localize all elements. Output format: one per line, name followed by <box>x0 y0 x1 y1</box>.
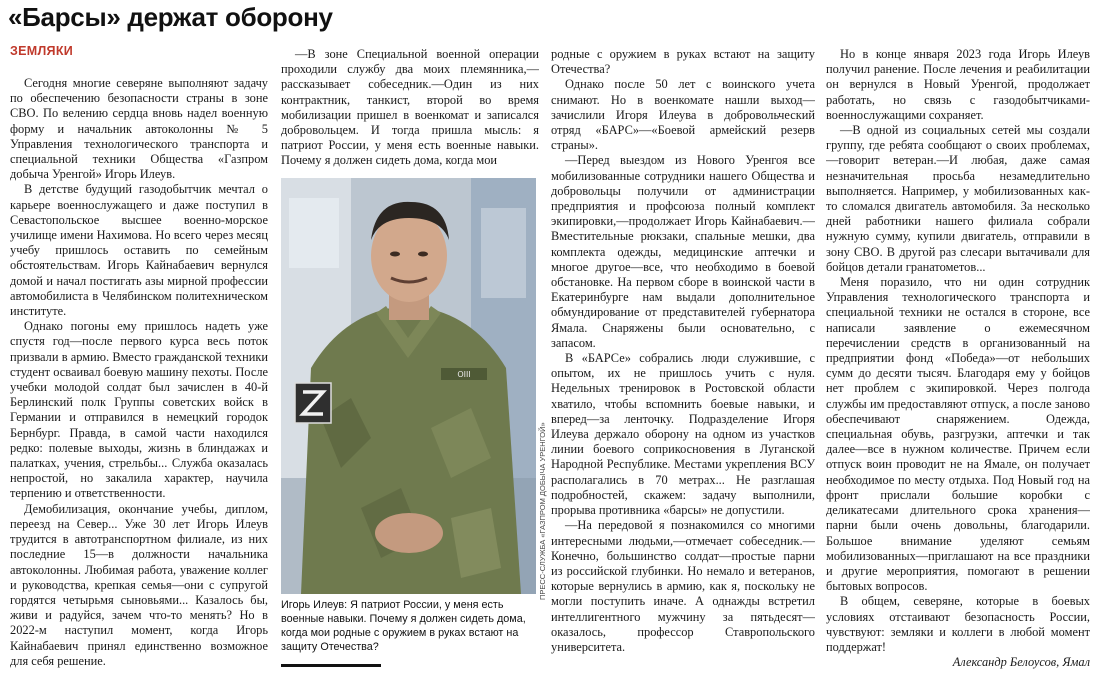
paragraph: В «БАРСе» собрались люди служившие, с опытом, их не пришлось учить с нуля. Недельных тренировок в Ростовской области хватило, чтобы вспомнить боевые навыки, и вперед—за ленточку. Подразделение Игоря Илеува держало оборону на одном из участков линии боевого соприкосновения в Луганской Народной Республике. Местами укрепления ВСУ располагались в 70 метрах... Не разглашая подробностей, скажем: задачу выполнили, прорыва противника «барсы» не допустили. <box>551 351 815 518</box>
article-column-4 <box>826 47 1090 672</box>
article-column-2 <box>281 47 539 173</box>
portrait-photo <box>281 178 536 594</box>
paragraph: Однако после 50 лет с воинского учета снимают. Но в военкомате нашли выход—зачислили Игоря Илеува в добровольческий отряд «БАРС»—«Боевой армейский резерв страны». <box>551 77 815 153</box>
photo-credit: ПРЕСС-СЛУЖБА «ГАЗПРОМ ДОБЫЧА УРЕНГОЙ» <box>538 422 547 600</box>
paragraph: В детстве будущий газодобытчик мечтал о карьере военнослужащего и даже поступил в Севастопольское высшее военно-морское училище имени Нахимова. Но всего через месяц учебу пришлось оставить по семейным обстоятельствам. Игорь Кайнабаевич вернулся домой и начал постигать азы мирной профессии автомобилиста в Челябинском политехническом институте. <box>10 182 268 319</box>
paragraph: —В зоне Специальной военной операции проходили службу два моих племянника,— рассказывает собеседник.—Один из них контрактник, танкист, второй во время мобилизации пришел в военкомат и записался добровольцем. И тогда пришла мысль: я патриот России, у меня есть военные навыки. Почему я должен сидеть дома, когда мои <box>281 47 539 168</box>
page-title: «Барсы» держат оборону <box>8 2 333 32</box>
paragraph: родные с оружием в руках встают на защиту Отечества? <box>551 47 815 77</box>
paragraph: Демобилизация, окончание учебы, диплом, переезд на Север... Уже 30 лет Игорь Илеув трудится в автотранспортном филиале, из них последние 15—в должности начальника автоколонны. Любимая работа, уважение коллег и руководства, крепкая семья—они с супругой гордятся четырьмя сыновьями... Казалось бы, живи и радуйся, зачем что-то менять? Но в 2022-м наступил момент, когда Игорь Кайнабаевич принял единственно возможное для себя решение. <box>10 501 268 668</box>
photo-caption: Игорь Илеув: Я патриот России, у меня есть военные навыки. Почему я должен сидеть дома, когда мои родные с оружием в руках встают на защиту Отечества? <box>281 599 526 653</box>
section-rubric: ЗЕМЛЯКИ <box>10 44 74 58</box>
caption-divider <box>281 664 381 667</box>
paragraph: Сегодня многие северяне выполняют задачу по обеспечению безопасности страны в зоне СВО. По велению сердца вновь надел военную форму и начальник автоколонны № 5 Управления технологического транспорта и специальной техники Общества «Газпром добыча Уренгой» Игорь Илеув. <box>10 76 268 182</box>
article-column-1 <box>10 76 268 672</box>
paragraph: Но в конце января 2023 года Игорь Илеув получил ранение. После лечения и реабилитации он вернулся в Новый Уренгой, продолжает работать, но связь с газодобытчиками-военнослужащими сохраняет. <box>826 47 1090 122</box>
author-signature: Александр Белоусов, Ямал <box>952 655 1090 670</box>
soldier-portrait-illustration <box>281 178 536 594</box>
paragraph: Однако погоны ему пришлось надеть уже спустя год—после первого курса весь поток призвали в армию. Вместо гражданской техники студент осваивал боевую машину пехоты. После учебки молодой солдат был зачислен в 40-й Берлинский полк Группы советских войск в Германии и отправился в немецкий городок Бернбург. Правда, в самой части находился редко: полевые выходы, жизнь в блиндажах и палатках, учения, стрельбы... Служба оказалась непростой, но закалила характер, научила терпению и ответственности. <box>10 319 268 501</box>
paragraph: —На передовой я познакомился со многими интересными людьми,—отмечает собеседник.—Конечно, большинство солдат—простые парни из российской глубинки. Но немало и ветеранов, которые вернулись в армию, как я, поскольку не могли поступить иначе. А однажды встретил интеллигентного мужчину за пятьдесят—оказалось, профессор Ставропольского университета. <box>551 518 815 654</box>
name-tag: ОIII <box>457 370 471 379</box>
paragraph: —Перед выездом из Нового Уренгоя все мобилизованные сотрудники нашего Общества и добровольцы получили от администрации предприятия и профсоюза полный комплект экипировки,—продолжает Игорь Кайнабаевич.—Вместительные рюкзаки, спальные мешки, два комплекта одежды, медицинские аптечки и многое другое—все, что необходимо в боевой обстановке. На первом сборе в воинской части в Екатеринбурге нам выдали дополнительное обмундирование от представителей губернатора Ямала. Снаряжены были основательно, с запасом. <box>551 153 815 350</box>
paragraph: Меня поразило, что ни один сотрудник Управления технологического транспорта и специальной техники не остался в стороне, все написали заявление о ежемесячном перечислении средств в организованный на предприятии фонд «Победа»—от небольших сумм до десяти тысяч. Благодаря ему у бойцов нет проблем с экипировкой. Через полгода службы им предоставляют отпуск, а после заново обеспечивают снаряжением. Одежда, специальная обувь, разгрузки, аптечки и так далее—все в нужном количестве. Причем если отпуск воин проводит не на Ямале, он получает необходимое по месту отдыха. Под Новый год на фронт прислали большие коробки с деликатесами длительного срока хранения—парни были очень довольны, благодарили. Большое внимание уделяют семьям мобилизованных—приглашают на все праздники и другие мероприятия, помогают в решении бытовых вопросов. <box>826 275 1090 594</box>
article-column-3 <box>551 47 815 672</box>
paragraph: —В одной из социальных сетей мы создали группу, где ребята сообщают о своих проблемах,—говорит ветеран.—И любая, даже самая незначительная просьба незамедлительно выполняется. Например, у мобилизованных как-то сломался двигатель автомобиля. За несколько дней работники нашего филиала собрали нужную сумму, купили двигатель, отправили в зону СВО. В другой раз слесари вытачивали для бойцов детали гранатометов... <box>826 123 1090 274</box>
paragraph: В общем, северяне, которые в боевых условиях отстаивают безопасность России, чувствуют: земляки и коллеги в любой момент поддержат! <box>826 594 1090 654</box>
